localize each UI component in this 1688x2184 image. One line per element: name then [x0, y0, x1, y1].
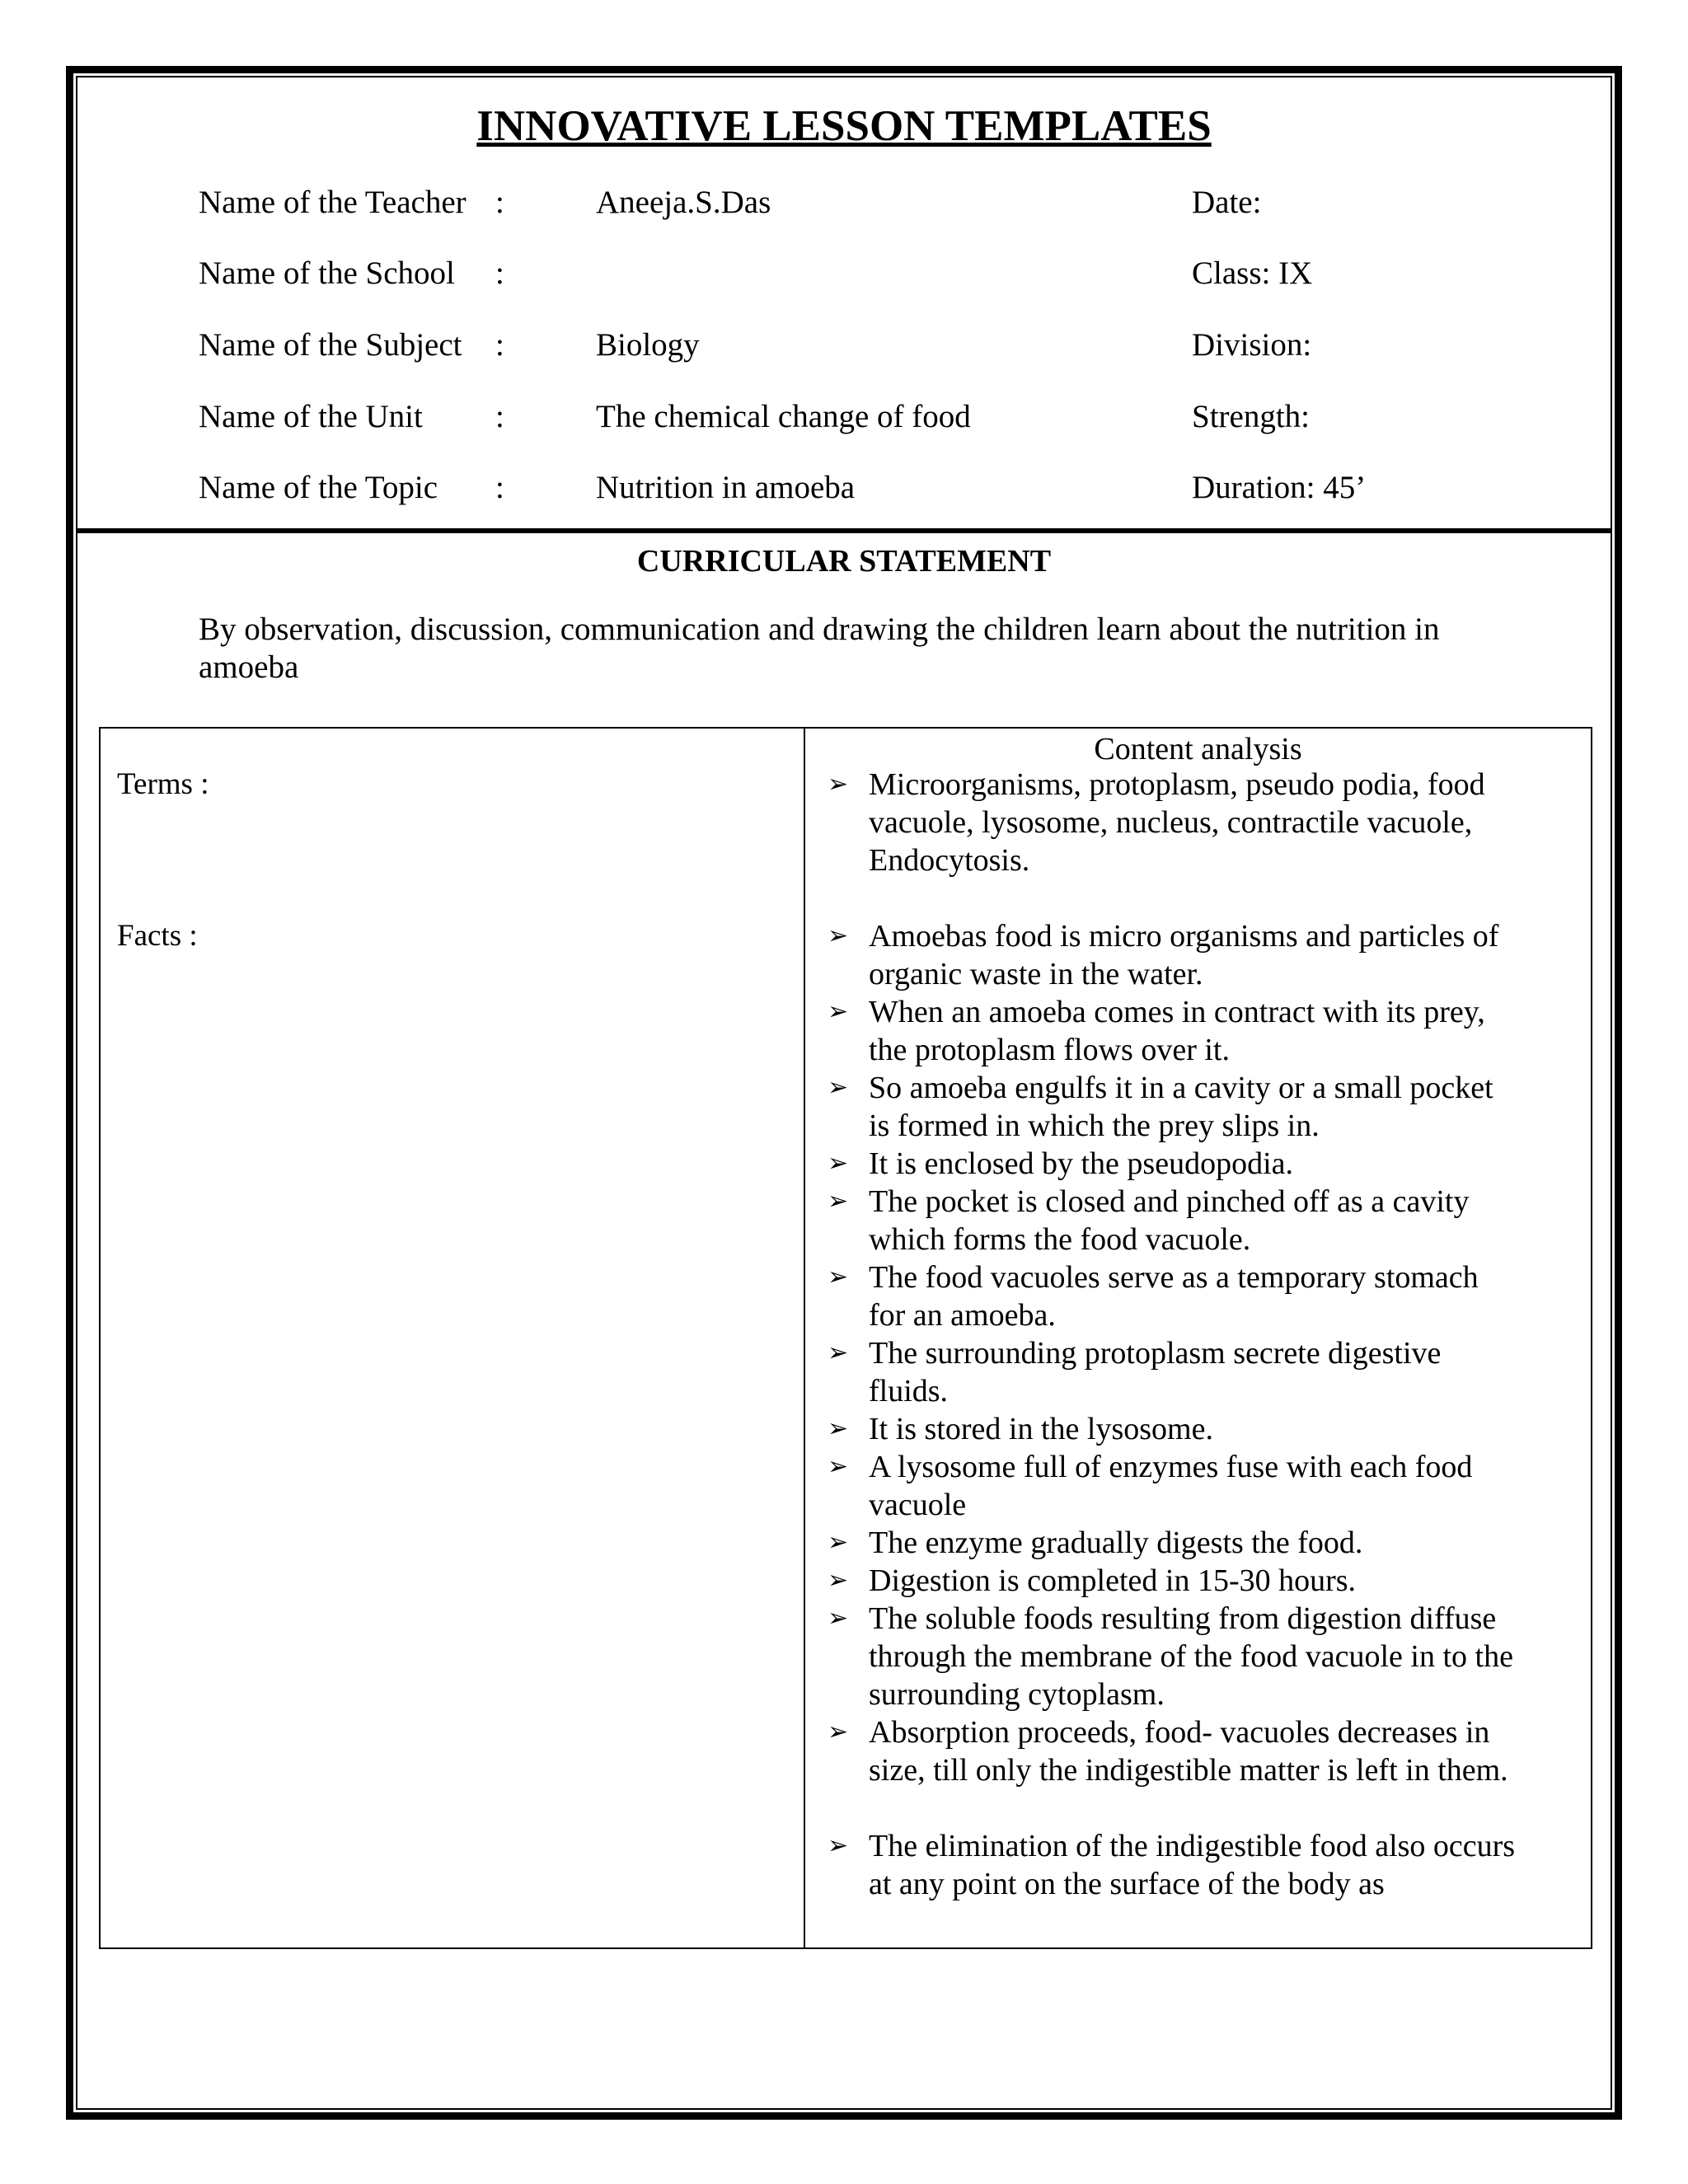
content-analysis-item	[828, 1562, 1516, 1600]
content-analysis-item	[828, 1145, 1516, 1183]
content-analysis-item	[828, 1827, 1516, 1903]
content-analysis-item-text: It is enclosed by the pseudopodia.	[869, 1146, 1294, 1181]
topic-colon: :	[495, 470, 504, 505]
content-analysis-item	[828, 1069, 1516, 1145]
arrowhead-bullet-icon: ➢	[828, 1150, 849, 1177]
topic-value: Nutrition in amoeba	[596, 470, 856, 505]
school-colon: :	[495, 255, 504, 291]
content-analysis-item-text: The elimination of the indigestible food also occurs at any point on the surface of the body as	[869, 1829, 1516, 1901]
content-analysis-heading: Content analysis	[1094, 732, 1302, 766]
content-analysis-item	[828, 1410, 1516, 1448]
content-analysis-item-text: When an amoeba comes in contract with its prey, the protoplasm flows over it.	[869, 995, 1485, 1067]
arrowhead-bullet-icon: ➢	[828, 1263, 849, 1291]
unit-value: The chemical change of food	[596, 399, 971, 434]
subject-colon: :	[495, 327, 504, 363]
subject-label: Name of the Subject	[199, 327, 462, 363]
content-analysis-item-text: It is stored in the lysosome.	[869, 1412, 1213, 1446]
info-row-topic	[0, 467, 1688, 509]
content-analysis-item-text: The surrounding protoplasm secrete digestive fluids.	[869, 1336, 1442, 1408]
subject-value: Biology	[596, 327, 700, 363]
unit-colon: :	[495, 399, 504, 434]
strength-label: Strength:	[1192, 399, 1310, 434]
teacher-label: Name of the Teacher	[199, 185, 467, 220]
arrowhead-bullet-icon: ➢	[828, 922, 849, 949]
content-analysis-item	[828, 917, 1516, 993]
content-analysis-item	[828, 1713, 1516, 1789]
content-analysis-item-text: The soluble foods resulting from digestion diffuse through the membrane of the food vacuole in to the surrounding cytoplasm.	[869, 1601, 1513, 1712]
arrowhead-bullet-icon: ➢	[828, 1415, 849, 1442]
topic-label: Name of the Topic	[199, 470, 438, 505]
content-analysis-item-text: The enzyme gradually digests the food.	[869, 1526, 1363, 1560]
terms-label: Terms :	[117, 767, 209, 801]
content-analysis-item	[828, 993, 1516, 1069]
content-analysis-item	[828, 1183, 1516, 1258]
arrowhead-bullet-icon: ➢	[828, 1453, 849, 1480]
content-analysis-item	[828, 1258, 1516, 1334]
school-label: Name of the School	[199, 255, 455, 291]
teacher-value: Aneeja.S.Das	[596, 185, 771, 220]
teacher-colon: :	[495, 185, 504, 220]
unit-label: Name of the Unit	[199, 399, 423, 434]
arrowhead-bullet-icon: ➢	[828, 1605, 849, 1632]
content-analysis-item-text: The food vacuoles serve as a temporary stomach for an amoeba.	[869, 1260, 1479, 1333]
curricular-statement-heading: CURRICULAR STATEMENT	[636, 544, 1052, 579]
arrowhead-bullet-icon: ➢	[828, 998, 849, 1025]
date-label: Date:	[1192, 185, 1262, 220]
content-analysis-item-text: A lysosome full of enzymes fuse with each food vacuole	[869, 1450, 1473, 1522]
content-analysis-item-text: So amoeba engulfs it in a cavity or a small pocket is formed in which the prey slips in.	[869, 1071, 1493, 1143]
facts-label: Facts :	[117, 919, 198, 953]
arrowhead-bullet-icon: ➢	[828, 771, 849, 798]
info-row-unit	[0, 396, 1688, 438]
info-row-teacher	[0, 182, 1688, 223]
info-row-school	[0, 253, 1688, 294]
content-analysis-item-text: Absorption proceeds, food- vacuoles decreases in size, till only the indigestible matter is left in them.	[869, 1715, 1508, 1788]
arrowhead-bullet-icon: ➢	[828, 1567, 849, 1594]
arrowhead-bullet-icon: ➢	[828, 1074, 849, 1101]
table-column-divider	[804, 729, 805, 1947]
arrowhead-bullet-icon: ➢	[828, 1832, 849, 1859]
division-label: Division:	[1192, 327, 1312, 363]
content-analysis-item	[828, 1334, 1516, 1410]
content-analysis-item-text: The pocket is closed and pinched off as a cavity which forms the food vacuole.	[869, 1184, 1470, 1257]
content-analysis-item	[828, 766, 1516, 879]
content-analysis-item	[828, 1448, 1516, 1524]
content-analysis-item	[828, 1600, 1516, 1713]
arrowhead-bullet-icon: ➢	[828, 1718, 849, 1746]
header-divider	[76, 528, 1612, 533]
arrowhead-bullet-icon: ➢	[828, 1339, 849, 1366]
info-row-subject	[0, 325, 1688, 366]
arrowhead-bullet-icon: ➢	[828, 1188, 849, 1215]
content-analysis-item-text: Digestion is completed in 15-30 hours.	[869, 1563, 1357, 1598]
page-title: INNOVATIVE LESSON TEMPLATES	[476, 102, 1212, 150]
content-analysis-item-text: Amoebas food is micro organisms and particles of organic waste in the water.	[869, 919, 1499, 991]
duration-label: Duration: 45’	[1192, 470, 1367, 505]
content-analysis-item	[828, 1524, 1516, 1562]
content-analysis-table	[99, 727, 1592, 1949]
curricular-statement-text: By observation, discussion, communication and drawing the children learn about the nutrition in amoeba	[199, 612, 1440, 685]
content-analysis-item-text: Microorganisms, protoplasm, pseudo podia, food vacuole, lysosome, nucleus, contractile vacuole, Endocytosis.	[869, 767, 1485, 878]
arrowhead-bullet-icon: ➢	[828, 1529, 849, 1556]
class-label: Class: IX	[1192, 255, 1313, 291]
